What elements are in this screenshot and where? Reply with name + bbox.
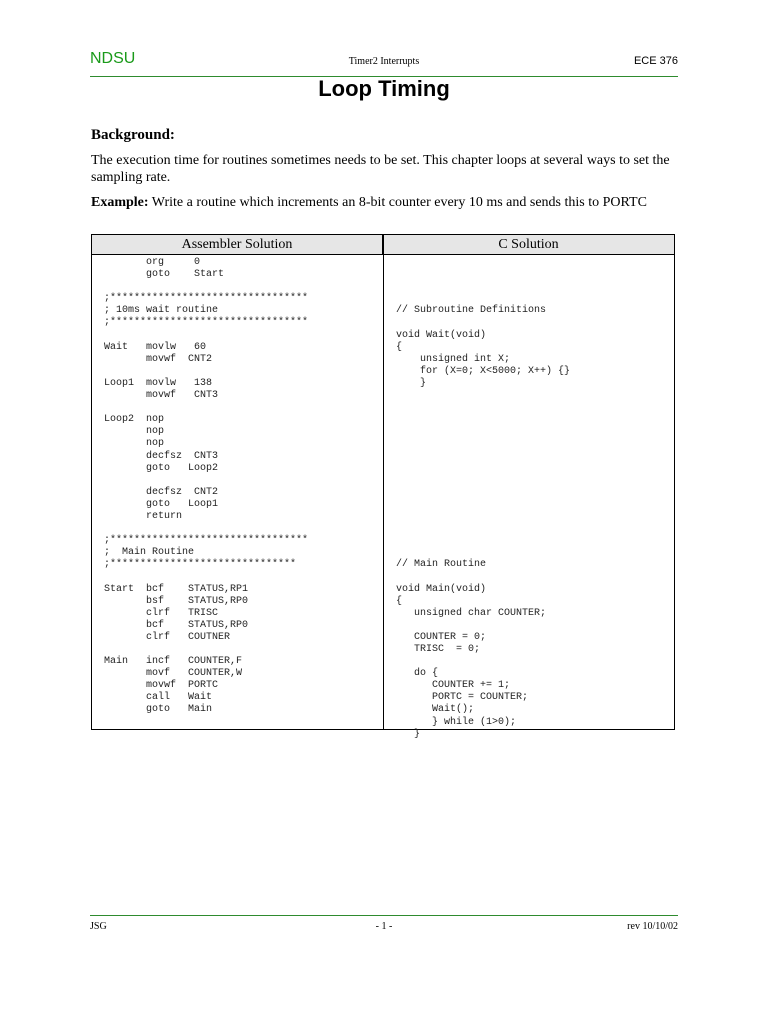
footer-rule	[90, 915, 678, 916]
c-column-header: C Solution	[383, 235, 674, 255]
example-text: Write a routine which increments an 8-bit counter every 10 ms and sends this to PORTC	[148, 195, 647, 210]
footer-revision: rev 10/10/02	[627, 921, 678, 932]
header-chapter: Timer2 Interrupts	[348, 56, 420, 67]
footer-author: JSG	[90, 921, 107, 932]
c-code-block: // Subroutine Definitions void Wait(void) { unsigned int X; for (X=0; X<5000; X++) {} } // Main Routine void Main(void) { unsigned char COUNTER; COUNTER = 0; TRISC = 0; do { COUNTER += 1; PORTC = COUNTER; Wait(); } while (1>0); }	[396, 305, 571, 740]
example-label: Example:	[91, 195, 149, 210]
background-heading: Background:	[91, 127, 175, 143]
header-course: ECE 376	[633, 55, 678, 67]
assembler-column-header: Assembler Solution	[92, 235, 383, 255]
header-institution: NDSU	[90, 50, 136, 67]
code-comparison-table	[91, 234, 675, 740]
page-header	[90, 50, 678, 77]
footer-page-number: - 1 -	[375, 921, 393, 932]
page-title: Loop Timing	[318, 76, 450, 101]
example-paragraph	[91, 195, 691, 211]
column-divider	[383, 235, 384, 729]
assembler-code-block: org 0 goto Start ;********************************* ; 10ms wait routine ;********************************* Wait movlw 60 movwf CNT2 Loop1 movlw 138 movwf CNT3 Loop2 nop nop nop decfsz CNT3 goto Loop2 decfsz CNT2 goto Loop1 return ;********************************* ; Main Routine ;******************************* Start bcf STATUS,RP1 bsf STATUS,RP0 clrf TRISC bcf STATUS,RP0 clrf COUTNER Main incf COUNTER,F movf COUNTER,W movwf PORTC call Wait goto Main	[104, 257, 309, 716]
background-paragraph: The execution time for routines sometimes needs to be set. This chapter loops at several ways to set the sampling rate.	[91, 153, 670, 185]
